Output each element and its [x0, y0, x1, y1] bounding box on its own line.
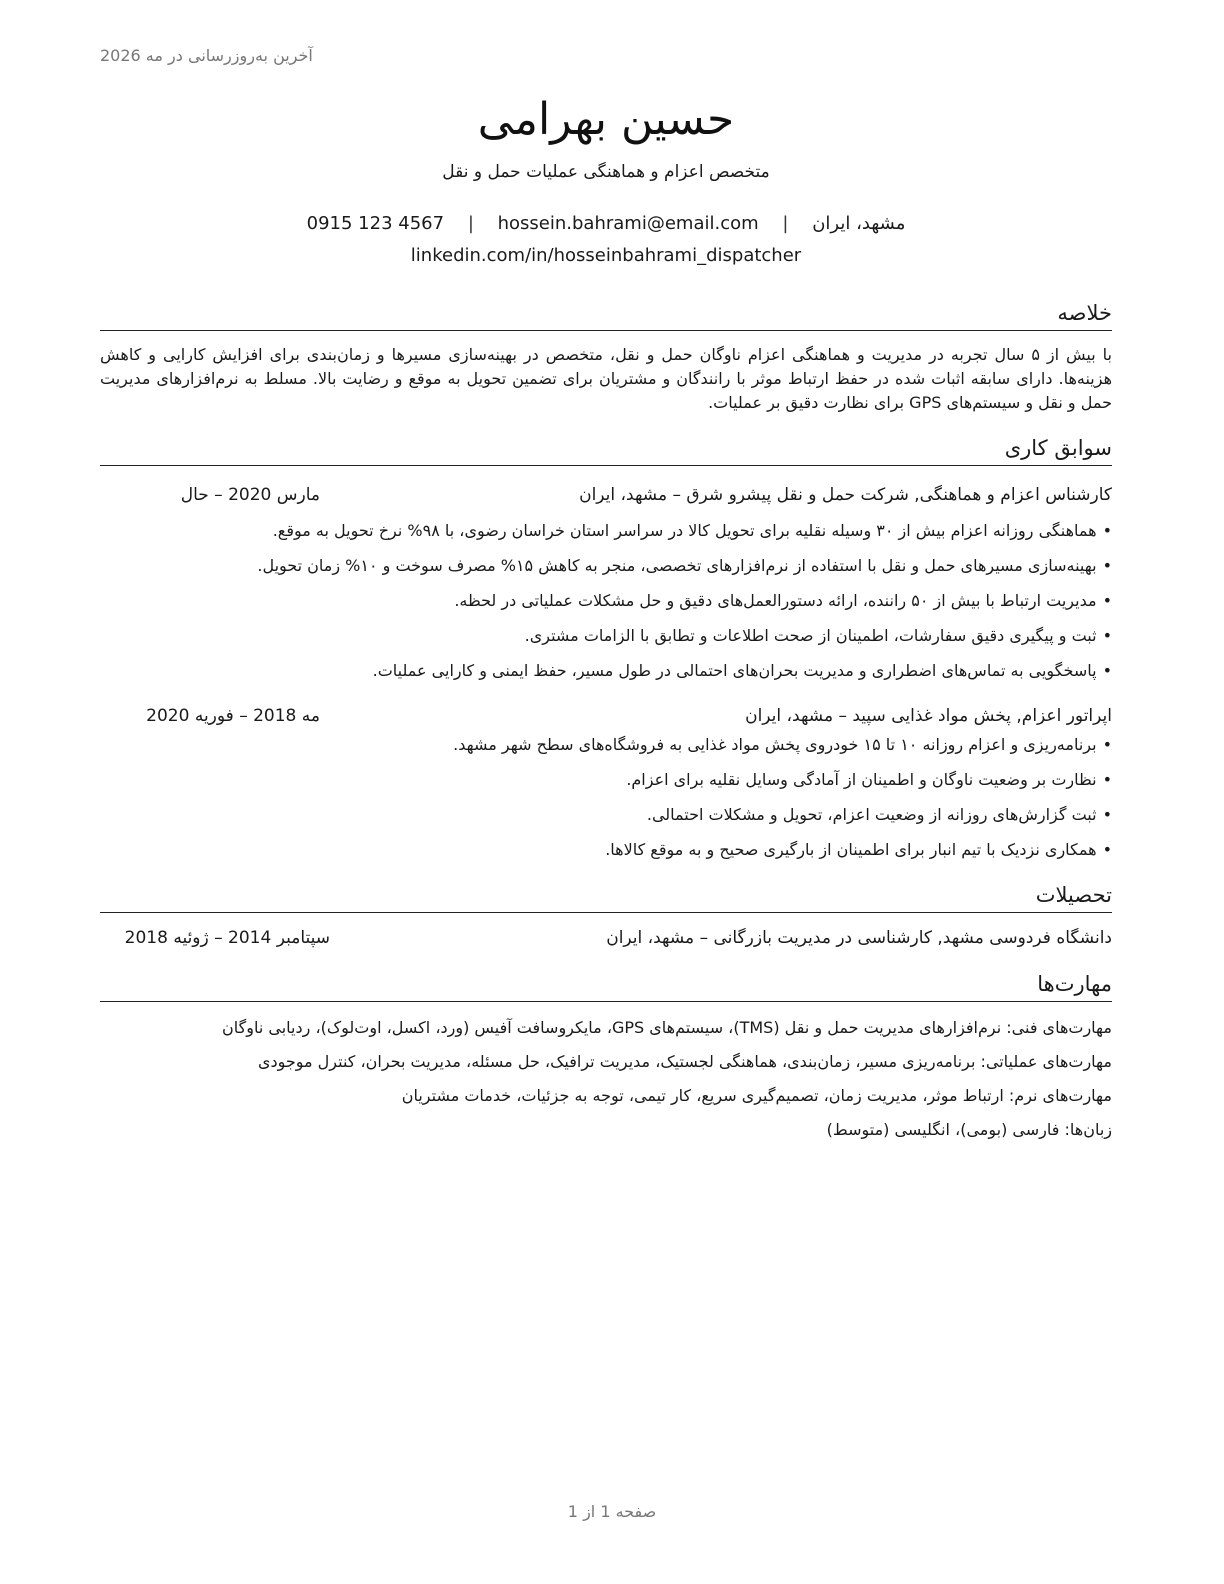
skills-heading: مهارت‌ها — [100, 969, 1112, 1002]
job-date: مه 2018 – فوریه 2020 — [146, 706, 320, 726]
summary-text: با بیش از ۵ سال تجربه در مدیریت و هماهنگی اعزام ناوگان حمل و نقل، متخصص در بهینه‌سازی مسیرها و زمان‌بندی برای افزایش کارایی و کاهش هزینه‌ها. دارای سابقه اثبات شده در حفظ ارتباط موثر با رانندگان و مشتریان برای تضمین تحویل به موقع و رضایت بالا. مسلط به نرم‌افزارهای مدیریت حمل و نقل و سیستم‌های GPS برای نظارت دقیق بر عملیات. — [100, 345, 1113, 412]
education-heading: تحصیلات — [100, 880, 1112, 913]
education-date: سپتامبر 2014 – ژوئیه 2018 — [124, 928, 330, 948]
job-bullet: • همکاری نزدیک با تیم انبار برای اطمینان از بارگیری صحیح و به موقع کالاها. — [100, 838, 1112, 862]
job-bullets — [100, 733, 1112, 862]
job-bullet: • ثبت و پیگیری دقیق سفارشات، اطمینان از صحت اطلاعات و تطابق با الزامات مشتری. — [100, 624, 1112, 648]
skills-line: زبان‌ها: فارسی (بومی)، انگلیسی (متوسط) — [826, 1120, 1112, 1139]
contact-location: مشهد، ایران — [812, 213, 906, 234]
job-bullet: • ثبت گزارش‌های روزانه از وضعیت اعزام، تحویل و مشکلات احتمالی. — [100, 803, 1112, 827]
experience-heading: سوابق کاری — [100, 433, 1112, 466]
job-header — [100, 482, 1112, 508]
contact-phone: 0915 123 4567 — [306, 213, 445, 234]
contact-email[interactable]: hossein.bahrami@email.com — [497, 213, 759, 234]
last-updated-note: آخرین به‌روزرسانی در مه 2026 — [100, 46, 313, 65]
page-number: صفحه 1 از 1 — [567, 1502, 657, 1521]
education-entry — [100, 925, 1112, 951]
job-bullet: • پاسخگویی به تماس‌های اضطراری و مدیریت بحران‌های احتمالی در طول مسیر، حفظ ایمنی و کارایی عملیات. — [100, 659, 1112, 683]
contact-separator: | — [467, 213, 474, 234]
job-bullet: • مدیریت ارتباط با بیش از ۵۰ راننده، ارائه دستورالعمل‌های دقیق و حل مشکلات عملیاتی در لحظه. — [100, 589, 1112, 613]
job-bullets — [100, 519, 1112, 683]
job-entry — [100, 703, 1112, 862]
job-bullet: • بهینه‌سازی مسیرهای حمل و نقل با استفاده از نرم‌افزارهای تخصصی، منجر به کاهش ۱۵% مصرف سوخت و ۱۰% زمان تحویل. — [100, 554, 1112, 578]
job-bullet: • برنامه‌ریزی و اعزام روزانه ۱۰ تا ۱۵ خودروی پخش مواد غذایی به فروشگاه‌های سطح شهر مشهد. — [100, 733, 1112, 757]
job-role: اپراتور اعزام, پخش مواد غذایی سپید – مشهد، ایران — [745, 706, 1112, 726]
skills-line: مهارت‌های فنی: نرم‌افزارهای مدیریت حمل و نقل (TMS)، سیستم‌های GPS، مایکروسافت آفیس (ورد، اکسل، اوت‌لوک)، ردیابی ناوگان — [222, 1018, 1112, 1037]
contact-separator: | — [782, 213, 789, 234]
job-bullet: • هماهنگی روزانه اعزام بیش از ۳۰ وسیله نقلیه برای تحویل کالا در سراسر استان خراسان رضوی، با ۹۸% نرخ تحویل به موقع. — [100, 519, 1112, 543]
job-header — [100, 703, 1112, 729]
job-role: کارشناس اعزام و هماهنگی, شرکت حمل و نقل پیشرو شرق – مشهد، ایران — [579, 485, 1112, 505]
candidate-title: متخصص اعزام و هماهنگی عملیات حمل و نقل — [442, 162, 770, 182]
contact-info — [100, 210, 1112, 238]
education-degree: دانشگاه فردوسی مشهد, کارشناسی در مدیریت بازرگانی – مشهد، ایران — [606, 928, 1112, 948]
contact-linkedin[interactable]: linkedin.com/in/hosseinbahrami_dispatcher — [410, 245, 802, 266]
skills-line: مهارت‌های عملیاتی: برنامه‌ریزی مسیر، زمان‌بندی، هماهنگی لجستیک، مدیریت ترافیک، حل مسئله، مدیریت بحران، کنترل موجودی — [257, 1052, 1112, 1071]
skills-list — [100, 1016, 1112, 1142]
candidate-name: حسین بهرامی — [477, 94, 735, 145]
job-bullet: • نظارت بر وضعیت ناوگان و اطمینان از آمادگی وسایل نقلیه برای اعزام. — [100, 768, 1112, 792]
summary-heading: خلاصه — [100, 298, 1112, 331]
job-date: مارس 2020 – حال — [180, 485, 320, 505]
job-entry — [100, 482, 1112, 683]
skills-line: مهارت‌های نرم: ارتباط موثر، مدیریت زمان، تصمیم‌گیری سریع، کار تیمی، توجه به جزئیات، خدمات مشتریان — [401, 1086, 1112, 1105]
resume-page — [100, 0, 1112, 1142]
